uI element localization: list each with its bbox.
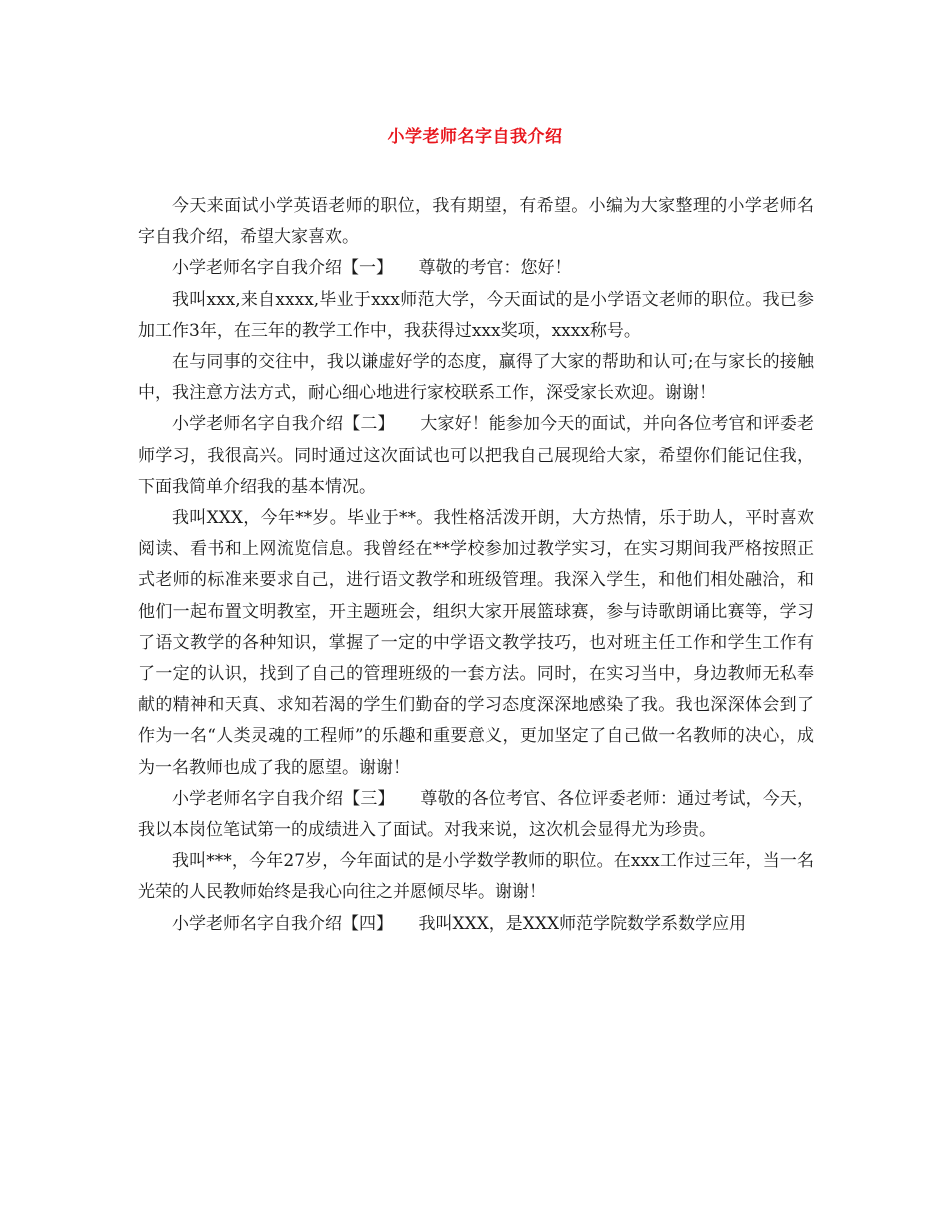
paragraph-section-3-body: 我叫***，今年27岁，今年面试的是小学数学教师的职位。在xxx工作过三年，当一名光荣的人民教师始终是我心向往之并愿倾尽毕。谢谢！ <box>138 851 814 903</box>
document-title: 小学老师名字自我介绍 <box>387 127 563 147</box>
paragraph-section-2-body: 我叫XXX，今年**岁。毕业于**。我性格活泼开朗，大方热情，乐于助人，平时喜欢阅读、看书和上网流览信息。我曾经在**学校参加过教学实习，在实习期间我严格按照正式老师的标准来要求自己，进行语文教学和班级管理。我深入学生，和他们相处融洽，和他们一起布置文明教室，开主题班会，组织大家开展篮球赛，参与诗歌朗诵比赛等，学习了语文教学的各种知识，掌握了一定的中学语文教学技巧，也对班主任工作和学生工作有了一定的认识，找到了自己的管理班级的一套方法。同时，在实习当中，身边教师无私奉献的精神和天真、求知若渴的学生们勤奋的学习态度深深地感染了我。我也深深体会到了作为一名“人类灵魂的工程师”的乐趣和重要意义，更加坚定了自己做一名教师的决心，成为一名教师也成了我的愿望。谢谢！ <box>138 508 814 778</box>
paragraph-section-1-body: 我叫xxx,来自xxxx,毕业于xxx师范大学，今天面试的是小学语文老师的职位。我已参加工作3年，在三年的教学工作中，我获得过xxx奖项，xxxx称号。 <box>138 289 814 341</box>
document-body <box>138 191 814 940</box>
paragraph-section-3-heading: 小学老师名字自我介绍【三】 尊敬的各位考官、各位评委老师：通过考试，今天，我以本岗位笔试第一的成绩进入了面试。对我来说，这次机会显得尤为珍贵。 <box>138 788 814 841</box>
paragraph-section-4-heading: 小学老师名字自我介绍【四】 我叫XXX，是XXX师范学院数学系数学应用 <box>172 913 747 934</box>
paragraph-intro: 今天来面试小学英语老师的职位，我有期望，有希望。小编为大家整理的小学老师名字自我介绍，希望大家喜欢。 <box>138 196 814 248</box>
paragraph-section-1-closing: 在与同事的交往中，我以谦虚好学的态度，赢得了大家的帮助和认可;在与家长的接触中，我注意方法方式，耐心细心地进行家校联系工作，深受家长欢迎。谢谢！ <box>138 352 814 404</box>
paragraph-section-2-heading: 小学老师名字自我介绍【二】 大家好！能参加今天的面试，并向各位考官和评委老师学习，我很高兴。同时通过这次面试也可以把我自己展现给大家，希望你们能记住我，下面我简单介绍我的基本情况。 <box>138 414 814 497</box>
paragraph-section-1-heading: 小学老师名字自我介绍【一】 尊敬的考官：您好！ <box>172 258 572 279</box>
